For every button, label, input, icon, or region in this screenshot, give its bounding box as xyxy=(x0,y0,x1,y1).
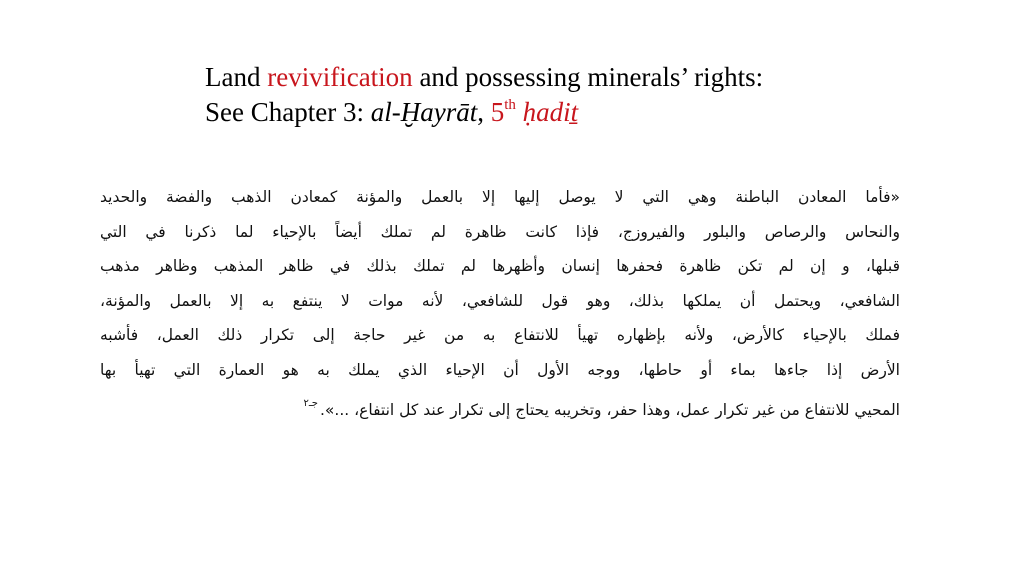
arabic-line-5: فملك بالإحياء كالأرض، ولأنه بإظهاره تهيأ للانتفاع به من غير حاجة إلى تكرار ذلك العمل، فأشبه xyxy=(100,326,900,344)
arabic-line-4: الشافعي، ويحتمل أن يملكها بذلك، وهو قول للشافعي، لأنه موات لا ينتفع به إلا بالعمل والمؤنة، xyxy=(100,291,900,310)
hadith-number xyxy=(491,97,578,127)
arabic-line-3: قبلها، و إن لم تكن ظاهرة فحفرها إنسان وأظهرها لم تملك بذلك في ظاهر المذهب وظاهر مذهب xyxy=(100,257,900,275)
hadith-space xyxy=(516,97,523,127)
hadith-term: ḥadiṯ xyxy=(522,97,579,127)
title-text-rest: and possessing minerals’ rights: xyxy=(412,62,764,92)
arabic-line-7 xyxy=(100,387,900,422)
arabic-line-2: والنحاس والرصاص والبلور والفيروزج، فإذا كانت ظاهرة لم تملك أيضاً بالإحياء لما ذكرنا في التي xyxy=(100,222,900,241)
title-text-land: Land xyxy=(205,62,268,92)
arabic-line-7-text: المحيي للانتفاع من غير تكرار عمل، وهذا حفر، وتخريبه يحتاج إلى تكرار عند كل انتفاع، ...». xyxy=(320,401,900,419)
title-line-1 xyxy=(205,60,965,95)
title-separator: , xyxy=(477,97,491,127)
title-highlight-revivification: revivification xyxy=(267,62,413,92)
arabic-line-1: «فأما المعادن الباطنة وهي التي لا يوصل إليها إلا بالعمل والمؤنة كمعادن الذهب والفضة والحديد xyxy=(100,188,900,206)
hadith-number-value: 5 xyxy=(490,97,505,127)
arabic-quote xyxy=(100,180,900,422)
slide-title xyxy=(205,60,965,130)
volume-reference: جـ٢ xyxy=(303,398,318,409)
ordinal-suffix: th xyxy=(504,97,516,113)
chapter-reference: See Chapter 3: xyxy=(205,97,371,127)
chapter-name: al-Ḫayrāt xyxy=(370,97,478,127)
arabic-line-6: الأرض إذا جاءها بماء أو حاطها، ووجه الأول أن الإحياء الذي يملك به هو العمارة التي تهيأ بها xyxy=(100,360,900,379)
title-line-2 xyxy=(205,95,965,130)
